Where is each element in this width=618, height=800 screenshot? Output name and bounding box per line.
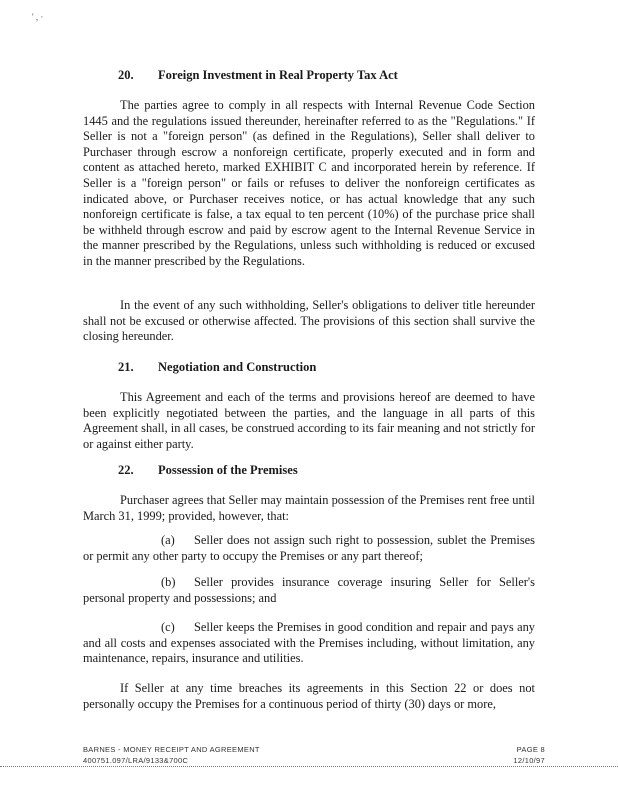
section-title: Negotiation and Construction [158, 360, 317, 374]
section-20-paragraph-2: In the event of any such withholding, Seller's obligations to deliver title hereunder shall not be excused or otherwise affected. The provisions of this section shall survive the closing hereunder. [83, 298, 535, 344]
section-number: 20. [118, 68, 134, 82]
item-label: (a) [161, 533, 175, 547]
section-20-heading [118, 68, 398, 83]
item-label: (c) [161, 620, 175, 634]
section-22-heading [118, 463, 298, 478]
section-22-paragraph-1: Purchaser agrees that Seller may maintain possession of the Premises rent free until March 31, 1999; provided, however, that: [83, 493, 535, 523]
footer-document-id: 400751.097/LRA/9133&700C [83, 756, 189, 765]
item-text: Seller does not assign such right to possession, sublet the Premises or permit any other party to occupy the Premises or any part thereof; [83, 533, 535, 563]
section-title: Foreign Investment in Real Property Tax Act [158, 68, 398, 82]
item-text: Seller provides insurance coverage insuring Seller for Seller's personal property and possessions; and [83, 575, 535, 605]
section-number: 22. [118, 463, 134, 477]
section-title: Possession of the Premises [158, 463, 298, 477]
footer-line-2 [83, 756, 545, 765]
section-22-item-a [83, 533, 535, 564]
section-number: 21. [118, 360, 134, 374]
section-22-item-b [83, 575, 535, 606]
item-text: Seller keeps the Premises in good condition and repair and pays any and all costs and expenses associated with the Premises including, without limitation, any maintenance, repairs, insurance and utilities. [83, 620, 535, 666]
section-20-paragraph-1: The parties agree to comply in all respects with Internal Revenue Code Section 1445 and the regulations issued thereunder, hereinafter referred to as the "Regulations." If Seller is not a "foreign person" (as defined in the Regulations), Seller shall deliver to Purchaser through escrow a nonforeign certificate, properly executed and in form and content as attached hereto, marked EXHIBIT C and incorporated herein by reference. If Seller is a "foreign person" or fails or refuses to deliver the nonforeign certificates as indicated above, or Purchaser receives notice, or has actual knowledge that any such nonforeign certificate is false, a tax equal to ten percent (10%) of the purchase price shall be withheld through escrow and paid by escrow agent to the Internal Revenue Service in the manner prescribed by the Regulations, unless such withholding is reduced or excused in the manner prescribed by the Regulations. [83, 98, 535, 268]
footer-document-title: BARNES - MONEY RECEIPT AND AGREEMENT [83, 745, 260, 754]
footer-page-number: PAGE 8 [516, 745, 545, 754]
section-22-closing-paragraph: If Seller at any time breaches its agreements in this Section 22 or does not personally occupy the Premises for a continuous period of thirty (30) days or more, [83, 681, 535, 711]
section-21-heading [118, 360, 316, 375]
scan-marks: ' , · [32, 12, 44, 22]
footer-date: 12/10/97 [513, 756, 545, 765]
footer-divider [0, 766, 618, 767]
item-label: (b) [161, 575, 176, 589]
section-22-item-c [83, 620, 535, 667]
section-21-paragraph-1: This Agreement and each of the terms and provisions hereof are deemed to have been explicitly negotiated between the parties, and the language in all parts of this Agreement shall, in all cases, be construed according to its fair meaning and not strictly for or against either party. [83, 390, 535, 451]
footer-line-1 [83, 745, 545, 754]
